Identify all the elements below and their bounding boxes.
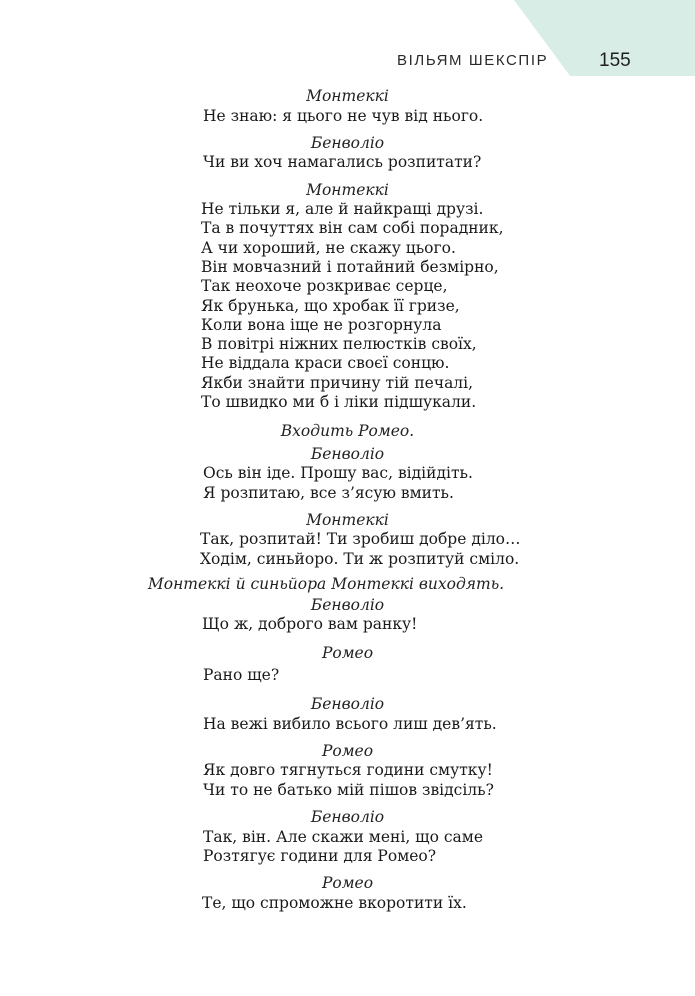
verse-line: Чи ви хоч намагались розпитати? xyxy=(203,153,482,172)
verse-line: На вежі вибило всього лиш дев’ять. xyxy=(203,714,497,733)
speaker-name: Бенволіо xyxy=(310,133,385,152)
page-number: 155 xyxy=(599,50,631,71)
verse-line: Як брунька, що хробак її гризе, xyxy=(201,296,460,315)
verse-line: Не віддала краси своєї сонцю. xyxy=(201,354,450,373)
verse-line: Він мовчазний і потайний безмірно, xyxy=(201,257,499,276)
play-text xyxy=(0,87,695,913)
verse-line: Та в почуттях він сам собі порадник, xyxy=(201,219,504,238)
speaker-name: Ромео xyxy=(321,874,374,893)
speaker-name: Бенволіо xyxy=(310,595,385,614)
speaker-name: Бенволіо xyxy=(310,444,385,463)
speaker-name: Ромео xyxy=(321,644,374,663)
speaker-name: Монтеккі xyxy=(306,87,389,105)
verse-line: Так, розпитай! Ти зробиш добре діло… xyxy=(200,530,521,549)
verse-line: Як довго тягнуться години смутку! xyxy=(203,761,493,780)
verse-line: Ось він іде. Прошу вас, відійдіть. xyxy=(203,464,473,483)
verse-line: Рано ще? xyxy=(203,665,280,684)
verse-line: То швидко ми б і ліки підшукали. xyxy=(201,393,477,412)
verse-line: Не знаю: я цього не чув від нього. xyxy=(203,106,484,125)
verse-line: Чи то не батько мій пішов звідсіль? xyxy=(203,780,494,799)
verse-line: Що ж, доброго вам ранку! xyxy=(202,615,418,634)
verse-line: Так неохоче розкриває серце, xyxy=(201,277,448,296)
verse-line: В повітрі ніжних пелюстків своїх, xyxy=(201,335,477,354)
verse-line: Так, він. Але скажи мені, що саме xyxy=(203,827,483,846)
verse-line: Те, що спроможне вкоротити їх. xyxy=(202,893,467,912)
verse-line: Я розпитаю, все з’ясую вмить. xyxy=(203,483,454,502)
verse-line: Не тільки я, але й найкращі друзі. xyxy=(201,200,484,219)
stage-direction: Входить Ромео. xyxy=(280,422,415,441)
speaker-name: Бенволіо xyxy=(310,808,385,827)
speaker-name: Монтеккі xyxy=(306,180,389,199)
speaker-name: Бенволіо xyxy=(310,695,385,714)
speaker-name: Ромео xyxy=(321,741,374,760)
verse-line: Якби знайти причину тій печалі, xyxy=(201,373,474,392)
verse-line: Розтягує години для Ромео? xyxy=(203,846,437,865)
verse-line: А чи хороший, не скажу цього. xyxy=(201,238,456,257)
verse-line: Ходім, синьйоро. Ти ж розпитуй сміло. xyxy=(200,549,520,568)
verse-line: Коли вона іще не розгорнула xyxy=(201,315,442,334)
stage-direction: Монтеккі й синьйора Монтеккі виходять. xyxy=(147,575,505,594)
speaker-name: Монтеккі xyxy=(306,510,389,529)
running-header: ВІЛЬЯМ ШЕКСПІР xyxy=(397,52,549,69)
